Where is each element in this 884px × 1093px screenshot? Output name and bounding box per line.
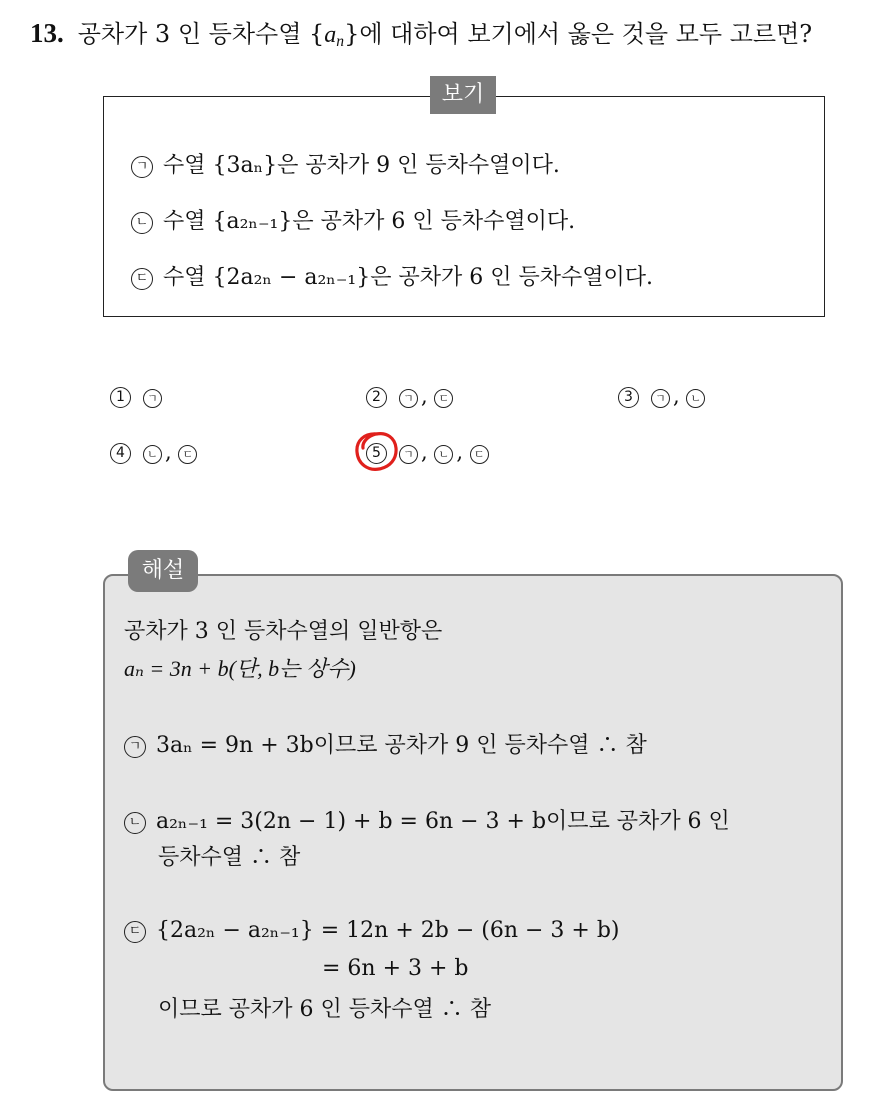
choice-3-marker-1: ㄱ — [651, 389, 670, 408]
solution-line-5: 등차수열 ∴ 참 — [158, 845, 301, 870]
question-text-suffix: }에 대하여 보기에서 옳은 것을 모두 고르면? — [344, 20, 813, 48]
choice-number-3: 3 — [618, 387, 639, 408]
choice-2-marker-1: ㄱ — [399, 389, 418, 408]
solution-item-2 — [124, 804, 730, 835]
solution-line-2: aₙ = 3n + b(단, b는 상수) — [124, 656, 356, 681]
choice-number-4: 4 — [110, 443, 131, 464]
solution-line-4: a₂ₙ₋₁ = 3(2n − 1) + b = 6n − 3 + b이므로 공차가 6 인 — [156, 809, 730, 834]
solution-line-7: = 6n + 3 + b — [322, 956, 469, 981]
bogi-label: 보기 — [430, 76, 496, 114]
choice-number-2: 2 — [366, 387, 387, 408]
solution-line-8: 이므로 공차가 6 인 등차수열 ∴ 참 — [158, 997, 491, 1022]
solution-marker-1: ㄱ — [124, 736, 146, 758]
solution-item-1 — [124, 728, 647, 759]
choice-number-1: 1 — [110, 387, 131, 408]
choice-5[interactable]: 5 ㄱ , ㄴ , ㄷ — [366, 440, 492, 464]
solution-label: 해설 — [128, 550, 198, 592]
question-text-prefix: 공차가 3 인 등차수열 { — [77, 20, 325, 48]
choice-3-marker-2: ㄴ — [686, 389, 705, 408]
bogi-marker-2: ㄴ — [131, 212, 153, 234]
choice-5-marker-1: ㄱ — [399, 445, 418, 464]
solution-line-3: 3aₙ = 9n + 3b이므로 공차가 9 인 등차수열 ∴ 참 — [156, 733, 647, 758]
question-seq: a — [324, 22, 337, 48]
choice-4[interactable]: 4 ㄴ , ㄷ — [110, 440, 200, 464]
bogi-item-1 — [131, 148, 560, 179]
selected-answer-ring — [352, 428, 402, 476]
choice-number-5: 5 — [366, 443, 387, 464]
solution-item-3 — [124, 918, 620, 943]
solution-marker-3: ㄷ — [124, 921, 146, 943]
solution-line-6: {2a₂ₙ − a₂ₙ₋₁} = 12n + 2b − (6n − 3 + b) — [156, 918, 620, 943]
solution-line-1: 공차가 3 인 등차수열의 일반항은 — [124, 619, 443, 644]
choice-4-marker-1: ㄴ — [143, 445, 162, 464]
choice-2[interactable]: 2 ㄱ , ㄷ — [366, 384, 456, 408]
choice-3[interactable]: 3 ㄱ , ㄴ — [618, 384, 708, 408]
bogi-item-3 — [131, 260, 653, 291]
choice-1[interactable] — [110, 384, 165, 408]
choice-2-marker-2: ㄷ — [434, 389, 453, 408]
bogi-marker-1: ㄱ — [131, 156, 153, 178]
bogi-item-text-3: 수열 {2a₂ₙ − a₂ₙ₋₁}은 공차가 6 인 등차수열이다. — [163, 265, 653, 290]
choice-4-marker-2: ㄷ — [178, 445, 197, 464]
bogi-marker-3: ㄷ — [131, 268, 153, 290]
choice-5-marker-3: ㄷ — [470, 445, 489, 464]
solution-marker-2: ㄴ — [124, 812, 146, 834]
bogi-item-text-2: 수열 {a₂ₙ₋₁}은 공차가 6 인 등차수열이다. — [163, 209, 576, 234]
question-number: 13. — [30, 18, 64, 48]
choice-1-marker-1: ㄱ — [143, 389, 162, 408]
question-seq-sub: n — [336, 32, 345, 50]
choice-5-marker-2: ㄴ — [434, 445, 453, 464]
bogi-item-text-1: 수열 {3aₙ}은 공차가 9 인 등차수열이다. — [163, 153, 560, 178]
bogi-item-2 — [131, 204, 575, 235]
question-header — [30, 14, 812, 49]
